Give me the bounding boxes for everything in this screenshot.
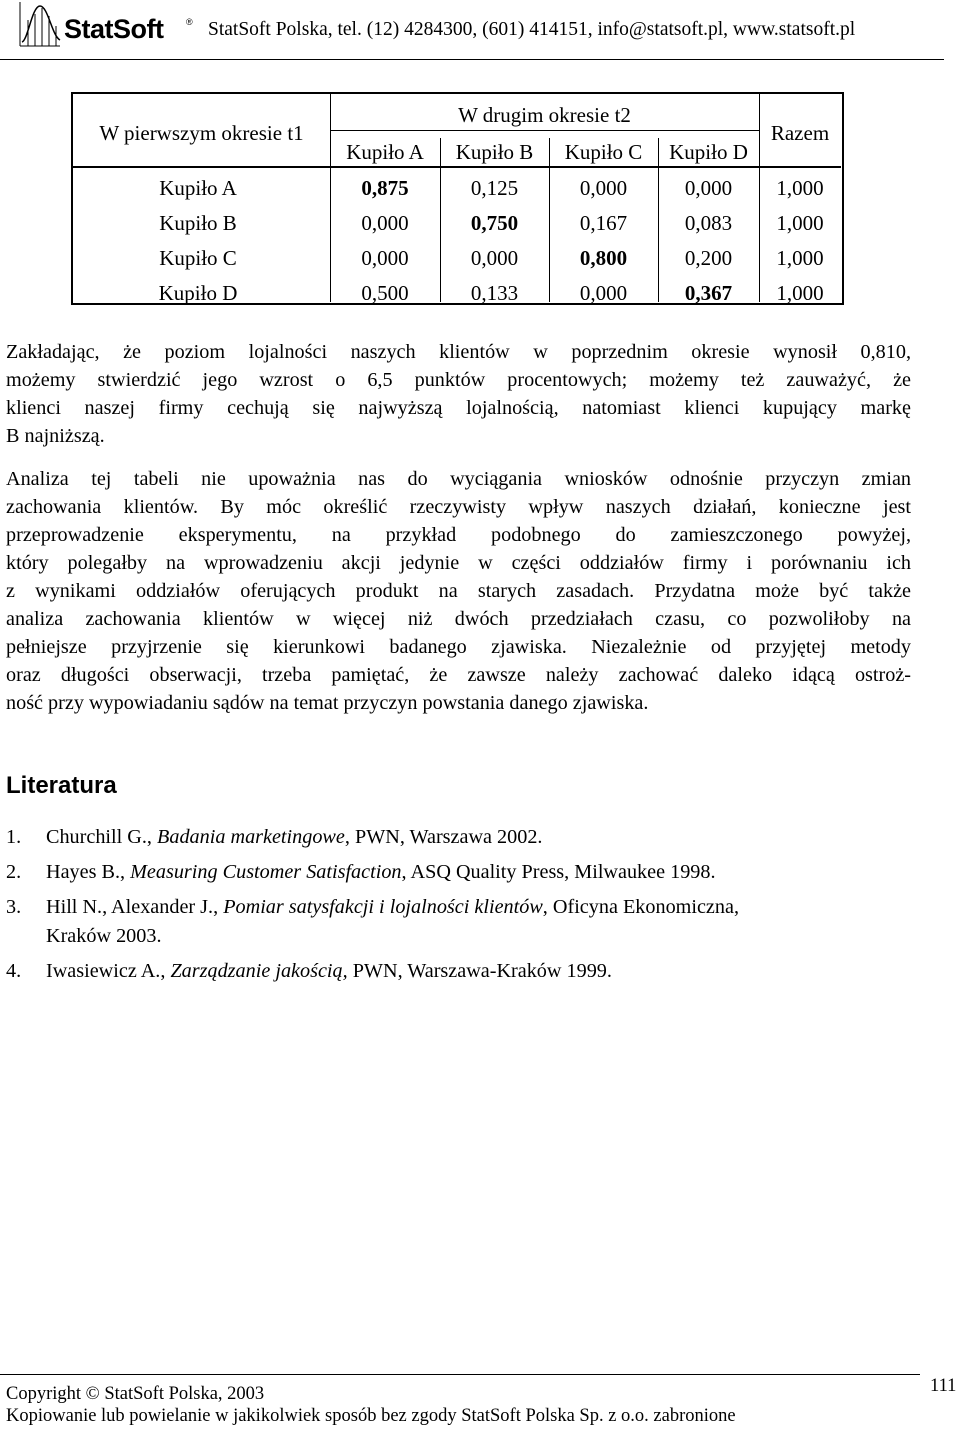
table-cell: 0,500 — [361, 281, 409, 305]
reference-title: Badania marketingowe — [157, 826, 345, 848]
reference-author: Hayes B., — [46, 861, 131, 883]
text-line: Zakładając, że poziom lojalności naszych klientów w poprzednim okresie wynosił 0,810, — [6, 341, 911, 363]
statsoft-logo — [18, 0, 193, 50]
reference-title: Pomiar satysfakcji i lojalności klientów — [223, 896, 543, 918]
corner-label: W pierwszym okresie t1 — [99, 121, 304, 145]
total-header: Razem — [770, 121, 830, 145]
table-cell: 0,000 — [579, 176, 628, 200]
reference-number: 2. — [6, 861, 22, 883]
reference-publisher: , Oficyna Ekonomiczna, — [542, 896, 739, 918]
table-cell: 0,000 — [361, 246, 409, 270]
page-number: 111 — [930, 1376, 957, 1396]
reference-publisher: , PWN, Warszawa 2002. — [344, 826, 543, 848]
text-line: Analiza tej tabeli nie upoważnia nas do wyciągania wniosków odnośnie przyczyn zmian — [6, 468, 911, 490]
text-line: ność przy wypowiadaniu sądów na temat przyczyn powstania danego zjawiska. — [6, 692, 649, 714]
page-header — [0, 0, 960, 62]
table-cell: 0,000 — [579, 281, 628, 305]
text-line: pełniejsze przyjrzenie się kierunkowi badanego zjawiska. Niezależnie od przyjętej metody — [6, 636, 911, 658]
reference-author: Churchill G., — [46, 826, 158, 848]
table-cell: 0,200 — [684, 246, 733, 270]
footer-copyright: Copyright © StatSoft Polska, 2003 — [6, 1384, 265, 1404]
reference-publisher: PWN, Warszawa-Kraków 1999. — [347, 960, 612, 982]
table-cell: 0,800 — [579, 246, 628, 270]
reference-author: Iwasiewicz A., — [46, 960, 171, 982]
table-cell: 0,750 — [470, 211, 519, 235]
text-line: z wynikami oddziałów oferujących produkt na starych zasadach. Przydatna może być także — [6, 580, 911, 602]
row-label: Kupiło D — [158, 281, 238, 305]
reference-number: 4. — [6, 960, 22, 982]
paragraph-loyalty — [6, 338, 911, 450]
reference-number: 3. — [6, 896, 22, 918]
footer-divider — [0, 1374, 920, 1375]
reference-number: 1. — [6, 826, 22, 848]
table-cell: 0,167 — [579, 211, 628, 235]
table-cell: 0,875 — [361, 176, 409, 200]
reference-publisher: , ASQ Quality Press, Milwaukee 1998. — [401, 861, 716, 883]
paragraph-analysis — [6, 465, 911, 717]
table-cell: 0,133 — [470, 281, 519, 305]
table-cell: 0,083 — [684, 211, 733, 235]
text-line: możemy stwierdzić jego wzrost o 6,5 punktów procentowych; możemy też zauważyć, że — [6, 369, 911, 391]
text-line: oraz długości obserwacji, trzeba pamiętać, że zawsze należy zachować daleko idącą ostroż- — [6, 664, 911, 686]
table-cell-total: 1,000 — [776, 176, 824, 200]
literature-heading: Literatura — [6, 772, 117, 799]
registered-mark: ® — [186, 17, 193, 27]
column-header: Kupiło B — [455, 140, 534, 164]
table-cell: 0,000 — [684, 176, 733, 200]
text-line: B najniższą. — [6, 425, 105, 447]
table-cell-total: 1,000 — [776, 281, 824, 305]
footer-notice: Kopiowanie lub powielanie w jakikolwiek sposób bez zgody StatSoft Polska Sp. z o.o. zabronione — [6, 1406, 736, 1426]
reference-text — [46, 893, 911, 922]
logo-wordmark: StatSoft — [64, 14, 164, 44]
text-line: przeprowadzenie eksperymentu, na przykład podobnego do zamieszczonego powyżej, — [6, 524, 911, 546]
column-header: Kupiło C — [564, 140, 643, 164]
table-cell-total: 1,000 — [776, 211, 824, 235]
table-cell: 0,125 — [470, 176, 519, 200]
reference-text — [46, 957, 911, 986]
row-label: Kupiło A — [159, 176, 237, 200]
reference-text — [46, 823, 911, 852]
row-label: Kupiło C — [159, 246, 237, 270]
column-header: Kupiło A — [346, 140, 424, 164]
reference-title: Zarządzanie jakością, — [170, 960, 348, 982]
table-divider — [73, 166, 841, 168]
logo-chart-icon — [18, 0, 62, 48]
table-cell: 0,367 — [684, 281, 733, 305]
header-contact: StatSoft Polska, tel. (12) 4284300, (601) 414151, info@statsoft.pl, www.statsoft.pl — [208, 19, 856, 40]
reference-title: Measuring Customer Satisfaction — [130, 861, 402, 883]
group-label: W drugim okresie t2 — [458, 103, 631, 127]
transition-table — [71, 92, 844, 305]
table-cell: 0,000 — [470, 246, 519, 270]
row-label: Kupiło B — [159, 211, 237, 235]
text-line: który polegałby na wprowadzeniu akcji jedynie w części oddziałów firmy i porównaniu ich — [6, 552, 911, 574]
text-line: zachowania klientów. By móc określić rzeczywisty wpływ naszych działań, konieczne jest — [6, 496, 911, 518]
text-line: klienci naszej firmy cechują się najwyższą lojalnością, natomiast klienci kupujący markę — [6, 397, 911, 419]
text-line: analiza zachowania klientów w więcej niż dwóch przedziałach czasu, co pozwoliłoby na — [6, 608, 911, 630]
table-divider — [330, 130, 759, 131]
column-header: Kupiło D — [669, 140, 748, 164]
table-cell: 0,000 — [361, 211, 409, 235]
table-cell-total: 1,000 — [776, 246, 824, 270]
reference-author: Hill N., Alexander J., — [46, 896, 224, 918]
reference-text-cont: Kraków 2003. — [46, 925, 162, 947]
reference-text — [46, 858, 911, 887]
header-divider — [0, 59, 944, 60]
